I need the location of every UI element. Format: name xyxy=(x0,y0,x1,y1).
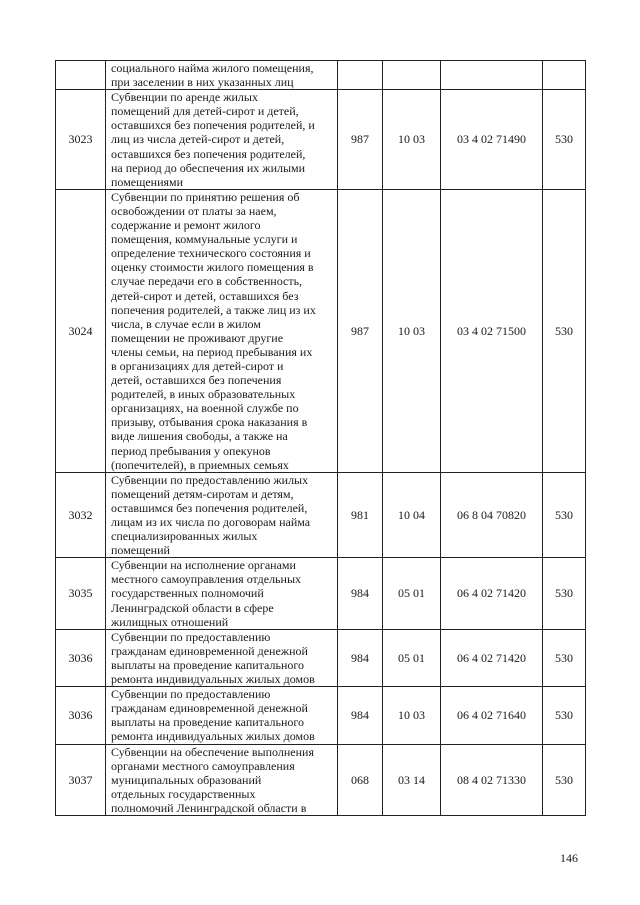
row-section-code-cell: 10 03 xyxy=(383,687,441,744)
row-expense-type-cell: 530 xyxy=(543,189,586,472)
description-line: выплаты на проведение капитального xyxy=(111,657,304,672)
table-row xyxy=(56,629,586,686)
description-line: жилищных отношений xyxy=(111,614,229,629)
row-description-cell xyxy=(106,189,338,472)
description-line: гражданам единовременной денежной xyxy=(111,701,308,716)
description-line: Субвенции по предоставлению xyxy=(111,687,271,702)
description-line: Субвенции на обеспечение выполнения xyxy=(111,744,314,759)
description-line: помещения, коммунальные услуги и xyxy=(111,232,298,247)
row-section-code-cell: 03 14 xyxy=(383,744,441,815)
table-row xyxy=(56,687,586,744)
row-code-cell: 3036 xyxy=(56,629,106,686)
description-line: оценку стоимости жилого помещения в xyxy=(111,260,314,275)
row-target-code-cell: 03 4 02 71490 xyxy=(441,90,543,190)
row-expense-type-cell: 530 xyxy=(543,90,586,190)
description-line: попечения родителей, а также лиц из их xyxy=(111,302,316,317)
description-line: лиц из числа детей-сирот и детей, xyxy=(111,132,285,147)
description-line: лицам из их числа по договорам найма xyxy=(111,515,311,529)
table-row xyxy=(56,189,586,472)
description-line: члены семьи, на период пребывания их xyxy=(111,344,313,359)
row-target-code-cell: 03 4 02 71500 xyxy=(441,189,543,472)
row-target-code-cell: 06 4 02 71640 xyxy=(441,687,543,744)
description-line: числа, в случае если в жилом xyxy=(111,316,261,331)
row-expense-type-cell: 530 xyxy=(543,472,586,558)
description-line: Субвенции по принятию решения об xyxy=(111,189,300,204)
description-line: при заселении в них указанных лиц xyxy=(111,75,294,90)
budget-table xyxy=(55,60,586,816)
description-line: Ленинградской области в сфере xyxy=(111,600,274,615)
row-admin-code-cell: 981 xyxy=(338,472,383,558)
description-line: оставшихся без попечения родителей, xyxy=(111,146,306,161)
description-line: освобождении от платы за наем, xyxy=(111,203,277,218)
description-line: в организациях для детей-сирот и xyxy=(111,358,284,373)
description-line: детей, оставшихся без попечения xyxy=(111,373,282,388)
description-line: полномочий Ленинградской области в xyxy=(111,800,307,815)
table-row xyxy=(56,61,586,90)
description-line: период пребывания у опекунов xyxy=(111,443,271,458)
description-line: организациях, на военной службе по xyxy=(111,401,299,416)
row-target-code-cell: 06 8 04 70820 xyxy=(441,472,543,558)
row-code-cell: 3035 xyxy=(56,558,106,629)
description-line: помещении не проживают другие xyxy=(111,330,284,345)
row-expense-type-cell xyxy=(543,61,586,90)
row-target-code-cell: 06 4 02 71420 xyxy=(441,558,543,629)
table-row xyxy=(56,558,586,629)
row-code-cell xyxy=(56,61,106,90)
description-line: на период до обеспечения их жилыми xyxy=(111,160,306,175)
description-line: оставшихся без попечения родителей, и xyxy=(111,118,315,133)
row-description-cell xyxy=(106,744,338,815)
row-admin-code-cell: 984 xyxy=(338,629,383,686)
description-line: выплаты на проведение капитального xyxy=(111,715,304,730)
table-row xyxy=(56,472,586,558)
description-line: помещений для детей-сирот и детей, xyxy=(111,104,299,119)
description-line: призыву, отбывания срока наказания в xyxy=(111,415,308,430)
row-section-code-cell: 10 03 xyxy=(383,90,441,190)
table-row xyxy=(56,744,586,815)
table-body xyxy=(56,61,586,816)
description-line: Субвенции по предоставлению xyxy=(111,629,271,644)
description-line: оставшимся без попечения родителей, xyxy=(111,500,308,515)
row-expense-type-cell: 530 xyxy=(543,558,586,629)
row-admin-code-cell: 987 xyxy=(338,189,383,472)
row-description-cell xyxy=(106,629,338,686)
row-admin-code-cell: 068 xyxy=(338,744,383,815)
description-line: случае передачи его в собственность, xyxy=(111,274,303,289)
page-number: 146 xyxy=(560,851,578,865)
description-line: Субвенции по предоставлению жилых xyxy=(111,472,309,487)
description-line: ремонта индивидуальных жилых домов xyxy=(111,672,315,687)
description-line: органами местного самоуправления xyxy=(111,758,295,773)
description-line: помещениями xyxy=(111,174,184,189)
row-code-cell: 3036 xyxy=(56,687,106,744)
row-section-code-cell: 05 01 xyxy=(383,558,441,629)
description-line: местного самоуправления отдельных xyxy=(111,572,302,587)
row-expense-type-cell: 530 xyxy=(543,629,586,686)
row-section-code-cell: 05 01 xyxy=(383,629,441,686)
budget-table-container xyxy=(55,60,585,816)
description-line: государственных полномочий xyxy=(111,586,264,601)
description-line: Субвенции по аренде жилых xyxy=(111,90,258,105)
row-admin-code-cell: 987 xyxy=(338,90,383,190)
row-target-code-cell: 06 4 02 71420 xyxy=(441,629,543,686)
row-description-cell xyxy=(106,687,338,744)
description-line: виде лишения свободы, а также на xyxy=(111,429,288,444)
row-code-cell: 3024 xyxy=(56,189,106,472)
row-code-cell: 3023 xyxy=(56,90,106,190)
row-description-cell xyxy=(106,90,338,190)
row-description-cell xyxy=(106,558,338,629)
description-line: отдельных государственных xyxy=(111,786,256,801)
description-line: помещений xyxy=(111,543,170,558)
row-description-cell xyxy=(106,61,338,90)
description-line: определение технического состояния и xyxy=(111,246,311,261)
row-admin-code-cell: 984 xyxy=(338,687,383,744)
description-line: Субвенции на исполнение органами xyxy=(111,558,296,573)
description-line: гражданам единовременной денежной xyxy=(111,643,308,658)
description-line: ремонта индивидуальных жилых домов xyxy=(111,729,315,744)
row-section-code-cell: 10 04 xyxy=(383,472,441,558)
description-line: детей-сирот и детей, оставшихся без xyxy=(111,288,299,303)
description-line: социального найма жилого помещения, xyxy=(111,61,314,75)
row-expense-type-cell: 530 xyxy=(543,744,586,815)
row-admin-code-cell: 984 xyxy=(338,558,383,629)
description-line: содержание и ремонт жилого xyxy=(111,218,261,233)
row-target-code-cell xyxy=(441,61,543,90)
description-line: специализированных жилых xyxy=(111,529,258,544)
description-line: муниципальных образований xyxy=(111,772,262,787)
description-line: родителей, в иных образовательных xyxy=(111,387,296,402)
row-admin-code-cell xyxy=(338,61,383,90)
row-section-code-cell xyxy=(383,61,441,90)
description-line: помещений детям-сиротам и детям, xyxy=(111,486,294,501)
row-section-code-cell: 10 03 xyxy=(383,189,441,472)
table-row xyxy=(56,90,586,190)
description-line: (попечителей), в приемных семьях xyxy=(111,457,289,472)
row-code-cell: 3032 xyxy=(56,472,106,558)
row-expense-type-cell: 530 xyxy=(543,687,586,744)
row-description-cell xyxy=(106,472,338,558)
row-target-code-cell: 08 4 02 71330 xyxy=(441,744,543,815)
row-code-cell: 3037 xyxy=(56,744,106,815)
